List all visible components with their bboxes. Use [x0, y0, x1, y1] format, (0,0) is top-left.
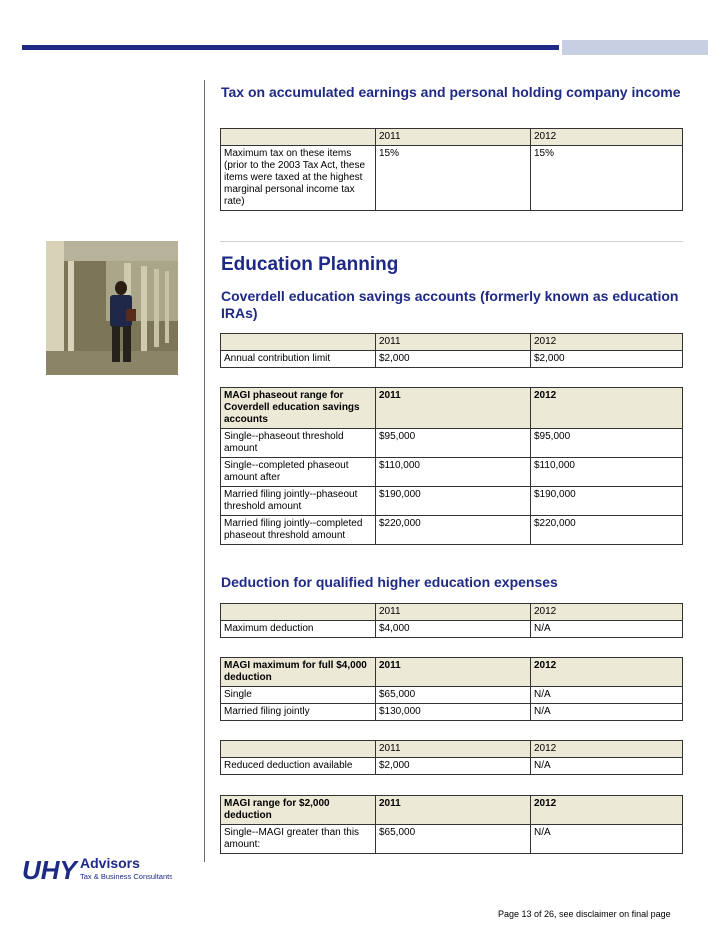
- header-rule-dark: [22, 45, 559, 50]
- table-row: [221, 458, 683, 487]
- table-row: [221, 487, 683, 516]
- header-rule-light: [562, 40, 708, 55]
- header-cell: 2012: [531, 796, 683, 825]
- photo-student-walking: [46, 241, 178, 375]
- logo-graphic: [22, 853, 172, 888]
- cell-2012: N/A: [531, 687, 683, 704]
- header-cell: [221, 604, 376, 621]
- table-row: [221, 621, 683, 638]
- photo-illustration: [46, 241, 178, 375]
- cell-2012: N/A: [531, 621, 683, 638]
- left-margin-rule: [204, 80, 205, 862]
- cell-2012: 15%: [531, 146, 683, 211]
- logo-name: Advisors: [80, 855, 140, 871]
- header-cell: 2012: [531, 334, 683, 351]
- table-row: [221, 429, 683, 458]
- row-label: Single--phaseout threshold amount: [221, 429, 376, 458]
- header-cell: [221, 334, 376, 351]
- cell-2012: $190,000: [531, 487, 683, 516]
- cell-2011: $220,000: [376, 516, 531, 545]
- table-row: [221, 825, 683, 854]
- row-label: Maximum deduction: [221, 621, 376, 638]
- table-row: [221, 351, 683, 368]
- header-cell: MAGI range for $2,000 deduction: [221, 796, 376, 825]
- cell-2012: $220,000: [531, 516, 683, 545]
- table-header-row: [221, 388, 683, 429]
- header-cell: 2011: [376, 129, 531, 146]
- cell-2011: $2,000: [376, 351, 531, 368]
- row-label: Single--MAGI greater than this amount:: [221, 825, 376, 854]
- header-cell: 2011: [376, 796, 531, 825]
- header-cell: 2011: [376, 604, 531, 621]
- cell-2012: $110,000: [531, 458, 683, 487]
- header-cell: 2012: [531, 741, 683, 758]
- cell-2011: $110,000: [376, 458, 531, 487]
- cell-2011: $4,000: [376, 621, 531, 638]
- table-header-row: [221, 658, 683, 687]
- magi-range-table: [220, 795, 683, 854]
- row-label: Annual contribution limit: [221, 351, 376, 368]
- table-header-row: [221, 741, 683, 758]
- coverdell-contribution-table: [220, 333, 683, 368]
- deduction-maximum-table: [220, 603, 683, 638]
- row-label: Reduced deduction available: [221, 758, 376, 775]
- section-heading-accumulated-earnings: Tax on accumulated earnings and personal holding company income: [221, 84, 681, 100]
- table-row: [221, 758, 683, 775]
- row-label: Maximum tax on these items (prior to the 2003 Tax Act, these items were taxed at the highest marginal personal income tax rate): [221, 146, 376, 211]
- row-label: Single--completed phaseout amount after: [221, 458, 376, 487]
- section-heading-coverdell: Coverdell education savings accounts (formerly known as education IRAs): [221, 288, 679, 321]
- cell-2012: N/A: [531, 758, 683, 775]
- header-cell: 2011: [376, 388, 531, 429]
- cell-2011: $130,000: [376, 704, 531, 721]
- row-label: Married filing jointly--phaseout threshold amount: [221, 487, 376, 516]
- cell-2011: 15%: [376, 146, 531, 211]
- cell-2011: $2,000: [376, 758, 531, 775]
- table-row: [221, 687, 683, 704]
- cell-2012: $2,000: [531, 351, 683, 368]
- table-header-row: [221, 129, 683, 146]
- page-footer: Page 13 of 26, see disclaimer on final page: [498, 909, 671, 919]
- table-row: [221, 516, 683, 545]
- header-cell: 2011: [376, 334, 531, 351]
- reduced-deduction-table: [220, 740, 683, 775]
- header-cell: 2011: [376, 741, 531, 758]
- accumulated-earnings-table: [220, 128, 683, 211]
- logo-tagline: Tax & Business Consultants: [80, 872, 172, 881]
- cell-2011: $65,000: [376, 687, 531, 704]
- header-cell: 2012: [531, 658, 683, 687]
- page-title-education-planning: Education Planning: [221, 254, 399, 275]
- header-cell: [221, 741, 376, 758]
- logo-mark: UHY: [22, 855, 77, 885]
- cell-2011: $65,000: [376, 825, 531, 854]
- coverdell-phaseout-table: [220, 387, 683, 545]
- uhy-advisors-logo: [22, 853, 172, 888]
- magi-maximum-table: [220, 657, 683, 721]
- cell-2011: $190,000: [376, 487, 531, 516]
- cell-2012: N/A: [531, 825, 683, 854]
- table-row: [221, 704, 683, 721]
- section-divider: [220, 241, 683, 242]
- section-heading-deduction: Deduction for qualified higher education expenses: [221, 574, 558, 590]
- table-header-row: [221, 796, 683, 825]
- row-label: Single: [221, 687, 376, 704]
- row-label: Married filing jointly: [221, 704, 376, 721]
- header-cell: [221, 129, 376, 146]
- header-cell: MAGI maximum for full $4,000 deduction: [221, 658, 376, 687]
- cell-2011: $95,000: [376, 429, 531, 458]
- table-header-row: [221, 334, 683, 351]
- cell-2012: N/A: [531, 704, 683, 721]
- header-cell: 2012: [531, 604, 683, 621]
- header-cell: 2012: [531, 388, 683, 429]
- cell-2012: $95,000: [531, 429, 683, 458]
- table-header-row: [221, 604, 683, 621]
- header-cell: 2012: [531, 129, 683, 146]
- header-cell: 2011: [376, 658, 531, 687]
- table-row: [221, 146, 683, 211]
- header-cell: MAGI phaseout range for Coverdell education savings accounts: [221, 388, 376, 429]
- row-label: Married filing jointly--completed phaseout threshold amount: [221, 516, 376, 545]
